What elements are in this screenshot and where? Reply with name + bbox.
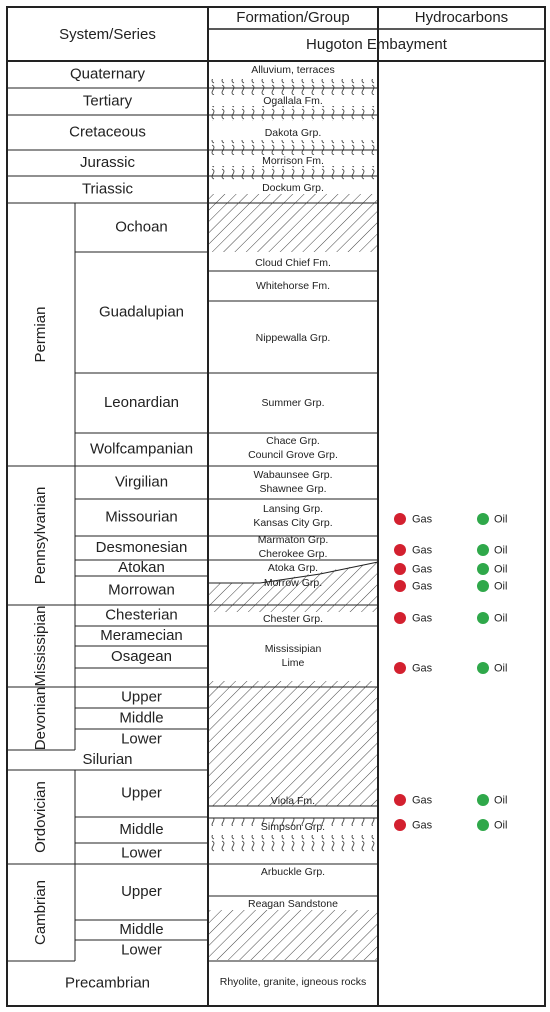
formation-label: Lansing Grp. [262, 502, 324, 515]
header-system-series: System/Series [59, 25, 156, 43]
hydrocarbon-marker-layer [394, 513, 507, 831]
system-label: Pennsylvanian [31, 486, 49, 585]
formation-label: Cherokee Grp. [258, 547, 328, 560]
oil-label: Oil [494, 513, 508, 526]
gas-marker-icon [394, 513, 406, 525]
system-label: Cretaceous [69, 123, 146, 141]
series-label: Atokan [118, 558, 165, 576]
formation-label: Chester Grp. [262, 612, 324, 625]
formation-label: Dockum Grp. [262, 181, 324, 194]
header-formation-group: Formation/Group [236, 8, 350, 26]
system-label: Cambrian [31, 879, 49, 946]
formation-label: Reagan Sandstone [248, 897, 338, 910]
oil-label: Oil [494, 662, 508, 675]
formation-label: Kansas City Grp. [253, 516, 333, 529]
system-label: Permian [31, 306, 49, 363]
lithology-hatch [208, 835, 378, 852]
formation-label: Viola Fm. [270, 794, 316, 807]
series-label: Osagean [111, 647, 172, 665]
series-label: Desmonesian [95, 538, 188, 556]
oil-label: Oil [494, 563, 508, 576]
oil-marker-icon [477, 612, 489, 624]
gas-marker-icon [394, 794, 406, 806]
series-label: Wolfcampanian [89, 440, 194, 458]
lithology-hatch [208, 681, 378, 806]
series-label: Ochoan [115, 218, 168, 236]
series-label: Lower [121, 730, 162, 748]
formation-label: Dakota Grp. [264, 126, 322, 139]
oil-label: Oil [494, 612, 508, 625]
series-label: Upper [121, 882, 162, 900]
gas-marker-icon [394, 563, 406, 575]
formation-label: Ogallala Fm. [263, 94, 323, 107]
series-label: Chesterian [105, 606, 178, 624]
series-label: Middle [119, 820, 164, 838]
system-label: Triassic [81, 180, 134, 198]
gas-label: Gas [412, 544, 433, 557]
gas-label: Gas [412, 819, 433, 832]
formation-label: Marmaton Grp. [257, 533, 329, 546]
series-label: Lower [121, 941, 162, 959]
formation-label: Wabaunsee Grp. [253, 468, 333, 481]
gas-marker-icon [394, 662, 406, 674]
formation-label: Mississipian [264, 642, 322, 655]
oil-marker-icon [477, 662, 489, 674]
formation-label: Morrow Grp. [263, 576, 323, 589]
series-label: Upper [121, 784, 162, 802]
formation-label: Chace Grp. [266, 434, 320, 447]
gas-label: Gas [412, 513, 433, 526]
lithology-hatch [208, 79, 378, 95]
formation-label: Summer Grp. [261, 396, 325, 409]
formation-label: Arbuckle Grp. [260, 865, 326, 878]
series-label: Virgilian [114, 473, 169, 491]
series-label: Middle [119, 709, 164, 727]
lithology-hatch [208, 140, 378, 155]
series-label: Meramecian [100, 626, 183, 644]
system-label: Mississipian [31, 605, 49, 687]
formation-label: Atoka Grp. [267, 561, 319, 574]
formation-label: Cloud Chief Fm. [255, 256, 331, 269]
gas-label: Gas [412, 612, 433, 625]
gas-marker-icon [394, 580, 406, 592]
formation-label: Simpson Grp. [260, 820, 326, 833]
series-label: Missourian [105, 508, 178, 526]
lithology-hatch [208, 166, 378, 180]
system-label: Devonian [31, 686, 49, 751]
series-label: Upper [121, 688, 162, 706]
header-region: Hugoton Embayment [306, 35, 447, 53]
gas-marker-icon [394, 819, 406, 831]
system-label: Silurian [82, 750, 133, 768]
formation-label: Whitehorse Fm. [255, 279, 331, 292]
formation-label: Lime [281, 656, 305, 669]
lithology-hatch [208, 106, 378, 121]
series-label: Middle [119, 920, 164, 938]
oil-marker-icon [477, 580, 489, 592]
gas-label: Gas [412, 794, 433, 807]
oil-label: Oil [494, 819, 508, 832]
oil-label: Oil [494, 794, 508, 807]
formation-label: Alluvium, terraces [251, 63, 335, 76]
system-label: Quaternary [69, 65, 146, 83]
formation-label: Council Grove Grp. [248, 448, 338, 461]
system-label: Precambrian [64, 974, 151, 992]
system-label: Jurassic [79, 153, 136, 171]
system-label: Ordovician [31, 781, 49, 853]
oil-marker-icon [477, 819, 489, 831]
series-label: Guadalupian [98, 303, 185, 321]
formation-label: Shawnee Grp. [259, 482, 327, 495]
gas-marker-icon [394, 612, 406, 624]
formation-label: Rhyolite, granite, igneous rocks [219, 975, 367, 988]
series-label: Morrowan [108, 581, 175, 599]
oil-marker-icon [477, 794, 489, 806]
gas-label: Gas [412, 563, 433, 576]
series-label: Lower [121, 844, 162, 862]
gas-label: Gas [412, 580, 433, 593]
gas-marker-icon [394, 544, 406, 556]
formation-label: Nippewalla Grp. [255, 331, 331, 344]
oil-marker-icon [477, 544, 489, 556]
lithology-hatch [208, 910, 378, 960]
oil-label: Oil [494, 580, 508, 593]
formation-label: Morrison Fm. [262, 154, 324, 167]
oil-marker-icon [477, 513, 489, 525]
series-label: Leonardian [103, 393, 180, 411]
oil-label: Oil [494, 544, 508, 557]
gas-label: Gas [412, 662, 433, 675]
header-hydrocarbons: Hydrocarbons [414, 8, 509, 26]
system-label: Tertiary [82, 92, 133, 110]
oil-marker-icon [477, 563, 489, 575]
